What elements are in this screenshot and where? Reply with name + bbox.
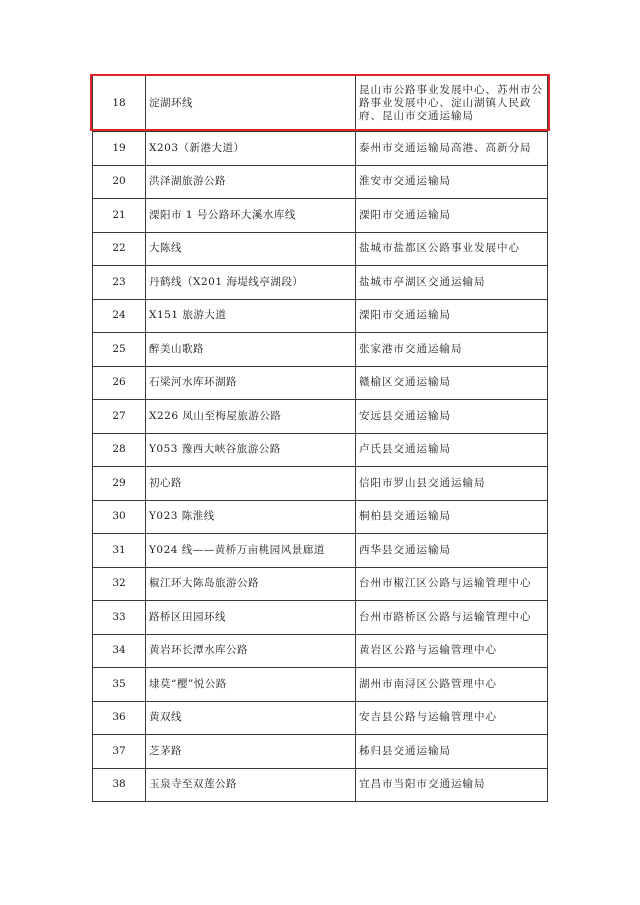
responsible-org: 台州市路桥区公路与运输管理中心 — [356, 601, 548, 635]
responsible-org: 溧阳市交通运输局 — [356, 299, 548, 333]
responsible-org: 西华县交通运输局 — [356, 534, 548, 568]
responsible-org: 信阳市罗山县交通运输局 — [356, 467, 548, 501]
table-row — [93, 199, 548, 233]
responsible-org: 台州市椒江区公路与运输管理中心 — [356, 567, 548, 601]
table-row — [93, 601, 548, 635]
responsible-org: 桐柏县交通运输局 — [356, 500, 548, 534]
row-number: 18 — [93, 75, 146, 132]
road-name: X151 旅游大道 — [146, 299, 356, 333]
road-name: X203（新港大道） — [146, 132, 356, 166]
road-name: 洪泽湖旅游公路 — [146, 165, 356, 199]
row-number: 35 — [93, 668, 146, 702]
row-number: 30 — [93, 500, 146, 534]
table-row — [93, 132, 548, 166]
responsible-org: 泰州市交通运输局高港、高新分局 — [356, 132, 548, 166]
responsible-org: 安吉县公路与运输管理中心 — [356, 701, 548, 735]
responsible-org: 张家港市交通运输局 — [356, 333, 548, 367]
responsible-org: 秭归县交通运输局 — [356, 735, 548, 769]
table-row — [93, 232, 548, 266]
road-name: 黄双线 — [146, 701, 356, 735]
table-row — [93, 500, 548, 534]
responsible-org: 昆山市公路事业发展中心、苏州市公路事业发展中心、淀山湖镇人民政府、昆山市交通运输局 — [356, 75, 548, 132]
road-name: 芝茅路 — [146, 735, 356, 769]
row-number: 19 — [93, 132, 146, 166]
row-number: 33 — [93, 601, 146, 635]
road-name: 路桥区田园环线 — [146, 601, 356, 635]
row-number: 36 — [93, 701, 146, 735]
table-row — [93, 366, 548, 400]
road-name: 黄岩环长潭水库公路 — [146, 634, 356, 668]
table-row — [93, 333, 548, 367]
table-row — [93, 735, 548, 769]
road-name: 初心路 — [146, 467, 356, 501]
road-name: 丹鹤线（X201 海堤线亭湖段） — [146, 266, 356, 300]
responsible-org: 盐城市盐都区公路事业发展中心 — [356, 232, 548, 266]
table-row — [93, 768, 548, 802]
table-row — [93, 701, 548, 735]
row-number: 28 — [93, 433, 146, 467]
table-row — [93, 299, 548, 333]
row-number: 24 — [93, 299, 146, 333]
row-number: 26 — [93, 366, 146, 400]
road-name: 淀湖环线 — [146, 75, 356, 132]
row-number: 20 — [93, 165, 146, 199]
road-name: 石梁河水库环湖路 — [146, 366, 356, 400]
table-row — [93, 534, 548, 568]
row-number: 23 — [93, 266, 146, 300]
row-number: 25 — [93, 333, 146, 367]
row-number: 21 — [93, 199, 146, 233]
road-name: Y023 陈淮线 — [146, 500, 356, 534]
responsible-org: 溧阳市交通运输局 — [356, 199, 548, 233]
row-number: 34 — [93, 634, 146, 668]
responsible-org: 盐城市亭湖区交通运输局 — [356, 266, 548, 300]
responsible-org: 宜昌市当阳市交通运输局 — [356, 768, 548, 802]
responsible-org: 安远县交通运输局 — [356, 400, 548, 434]
row-number: 27 — [93, 400, 146, 434]
table-row — [93, 75, 548, 132]
responsible-org: 淮安市交通运输局 — [356, 165, 548, 199]
responsible-org: 黄岩区公路与运输管理中心 — [356, 634, 548, 668]
road-list-table — [92, 74, 548, 802]
road-name: X226 凤山至梅屋旅游公路 — [146, 400, 356, 434]
road-name: 溧阳市 1 号公路环大溪水库线 — [146, 199, 356, 233]
road-name: 埭莫“樱”悦公路 — [146, 668, 356, 702]
road-name: 椒江环大陈岛旅游公路 — [146, 567, 356, 601]
table-row — [93, 634, 548, 668]
row-number: 29 — [93, 467, 146, 501]
table-row — [93, 668, 548, 702]
row-number: 22 — [93, 232, 146, 266]
row-number: 31 — [93, 534, 146, 568]
responsible-org: 卢氏县交通运输局 — [356, 433, 548, 467]
table-row — [93, 266, 548, 300]
row-number: 32 — [93, 567, 146, 601]
row-number: 38 — [93, 768, 146, 802]
responsible-org: 赣榆区交通运输局 — [356, 366, 548, 400]
table-row — [93, 467, 548, 501]
road-name: Y053 豫西大峡谷旅游公路 — [146, 433, 356, 467]
table-row — [93, 165, 548, 199]
road-name: 玉泉寺至双莲公路 — [146, 768, 356, 802]
table-row — [93, 433, 548, 467]
responsible-org: 湖州市南浔区公路管理中心 — [356, 668, 548, 702]
table-row — [93, 400, 548, 434]
road-name: 大陈线 — [146, 232, 356, 266]
row-number: 37 — [93, 735, 146, 769]
road-name: Y024 线——黄桥万亩桃园风景廊道 — [146, 534, 356, 568]
road-name: 醉美山歌路 — [146, 333, 356, 367]
table-row — [93, 567, 548, 601]
